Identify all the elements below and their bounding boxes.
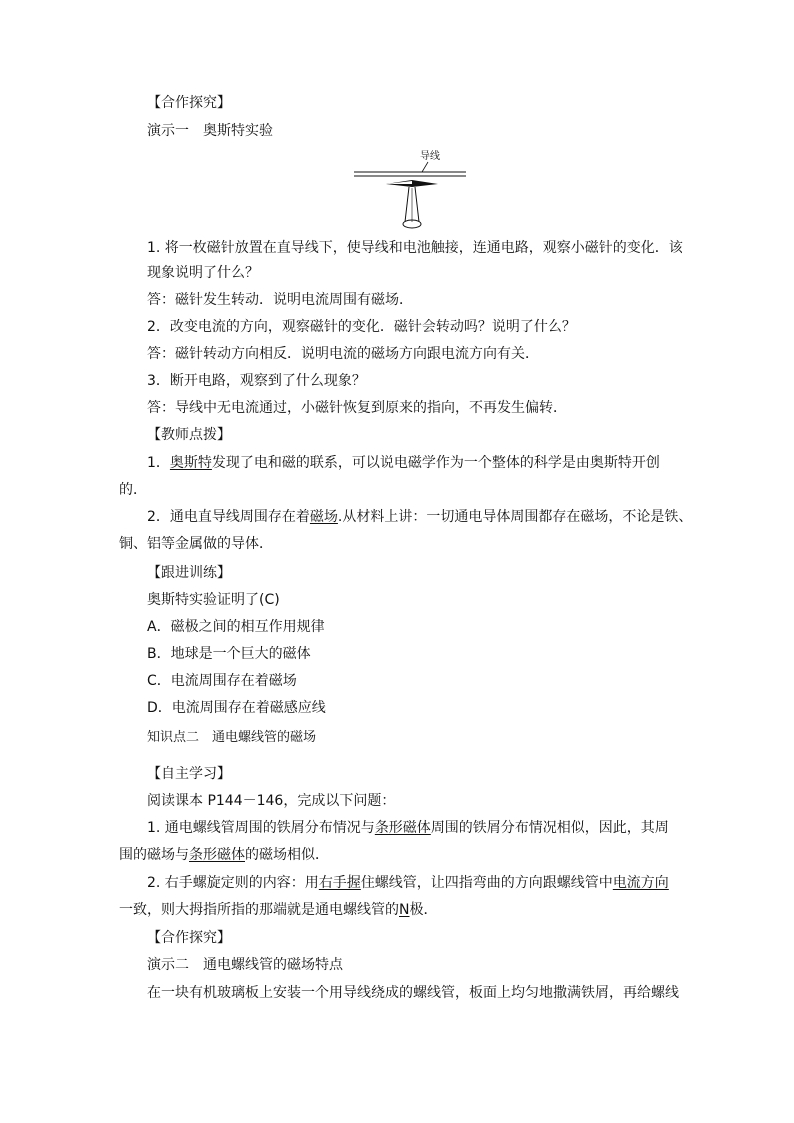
blank-answer: 电流方向 [612,875,669,891]
demo-title-2: 演示二 通电螺线管的磁场特点 [147,957,343,973]
self-study-q1-line-2: 围的磁场与条形磁体的磁场相似． [119,847,329,863]
practice-heading: 【跟进训练】 [147,565,231,581]
option-b: B．地球是一个巨大的磁体 [147,646,311,662]
knowledge-point-title: 知识点二 通电螺线管的磁场 [147,730,317,745]
teacher-point-1-line-1: 1．奥斯特发现了电和磁的联系，可以说电磁学作为一个整体的科学是由奥斯特开创 [147,455,660,471]
teacher-point-2-line-2: 铜、铝等金属做的导体． [119,536,273,552]
self-study-intro: 阅读课本 P144－146，完成以下问题： [147,793,396,809]
self-study-q1-line-1: 1. 通电螺线管周围的铁屑分布情况与条形磁体周围的铁屑分布情况相似，因此，其周 [147,820,669,836]
demo-title: 演示一 奥斯特实验 [147,123,273,139]
oersted-figure [350,150,470,232]
blank-answer: 磁场 [309,509,338,525]
question-1-line-2: 现象说明了什么？ [147,265,259,281]
option-c: C．电流周围存在着磁场 [147,673,297,689]
blank-answer: 奥斯特 [169,455,212,471]
blank-answer: 条形磁体 [189,847,245,863]
answer-1: 答：磁针发生转动．说明电流周围有磁场． [147,292,413,308]
blank-answer: N [399,902,410,918]
practice-question: 奥斯特实验证明了(C) [147,592,280,608]
option-d: D．电流周围存在着磁感应线 [147,700,326,716]
demo-2-text: 在一块有机玻璃板上安装一个用导线绕成的螺线管，板面上均匀地撒满铁屑，再给螺线 [147,985,679,1001]
answer-2: 答：磁针转动方向相反．说明电流的磁场方向跟电流方向有关． [147,346,539,362]
teacher-heading: 【教师点拨】 [147,427,231,443]
self-study-q2-line-1: 2. 右手螺旋定则的内容：用右手握住螺线管，让四指弯曲的方向跟螺线管中电流方向 [147,875,669,891]
teacher-point-1-line-2: 的． [119,482,147,498]
question-2: 2．改变电流的方向，观察磁针的变化．磁针会转动吗？说明了什么？ [147,319,576,335]
teacher-point-2-line-1: 2．通电直导线周围存在着磁场.从材料上讲：一切通电导体周围都存在磁场，不论是铁、 [147,509,693,525]
question-1-line-1: 1. 将一枚磁针放置在直导线下，使导线和电池触接，连通电路，观察小磁针的变化．该 [147,240,683,256]
blank-answer: 右手握 [318,875,361,891]
answer-3: 答：导线中无电流通过，小磁针恢复到原来的指向，不再发生偏转． [147,400,567,416]
self-study-heading: 【自主学习】 [147,766,231,782]
section-heading-2: 【合作探究】 [147,930,231,946]
blank-answer: 条形磁体 [374,820,431,836]
section-heading: 【合作探究】 [147,95,231,111]
question-3: 3．断开电路，观察到了什么现象？ [147,373,366,389]
wire-label: 导线 [420,151,440,162]
self-study-q2-line-2: 一致，则大拇指所指的那端就是通电螺线管的N极． [119,902,438,918]
option-a: A．磁极之间的相互作用规律 [147,619,325,635]
